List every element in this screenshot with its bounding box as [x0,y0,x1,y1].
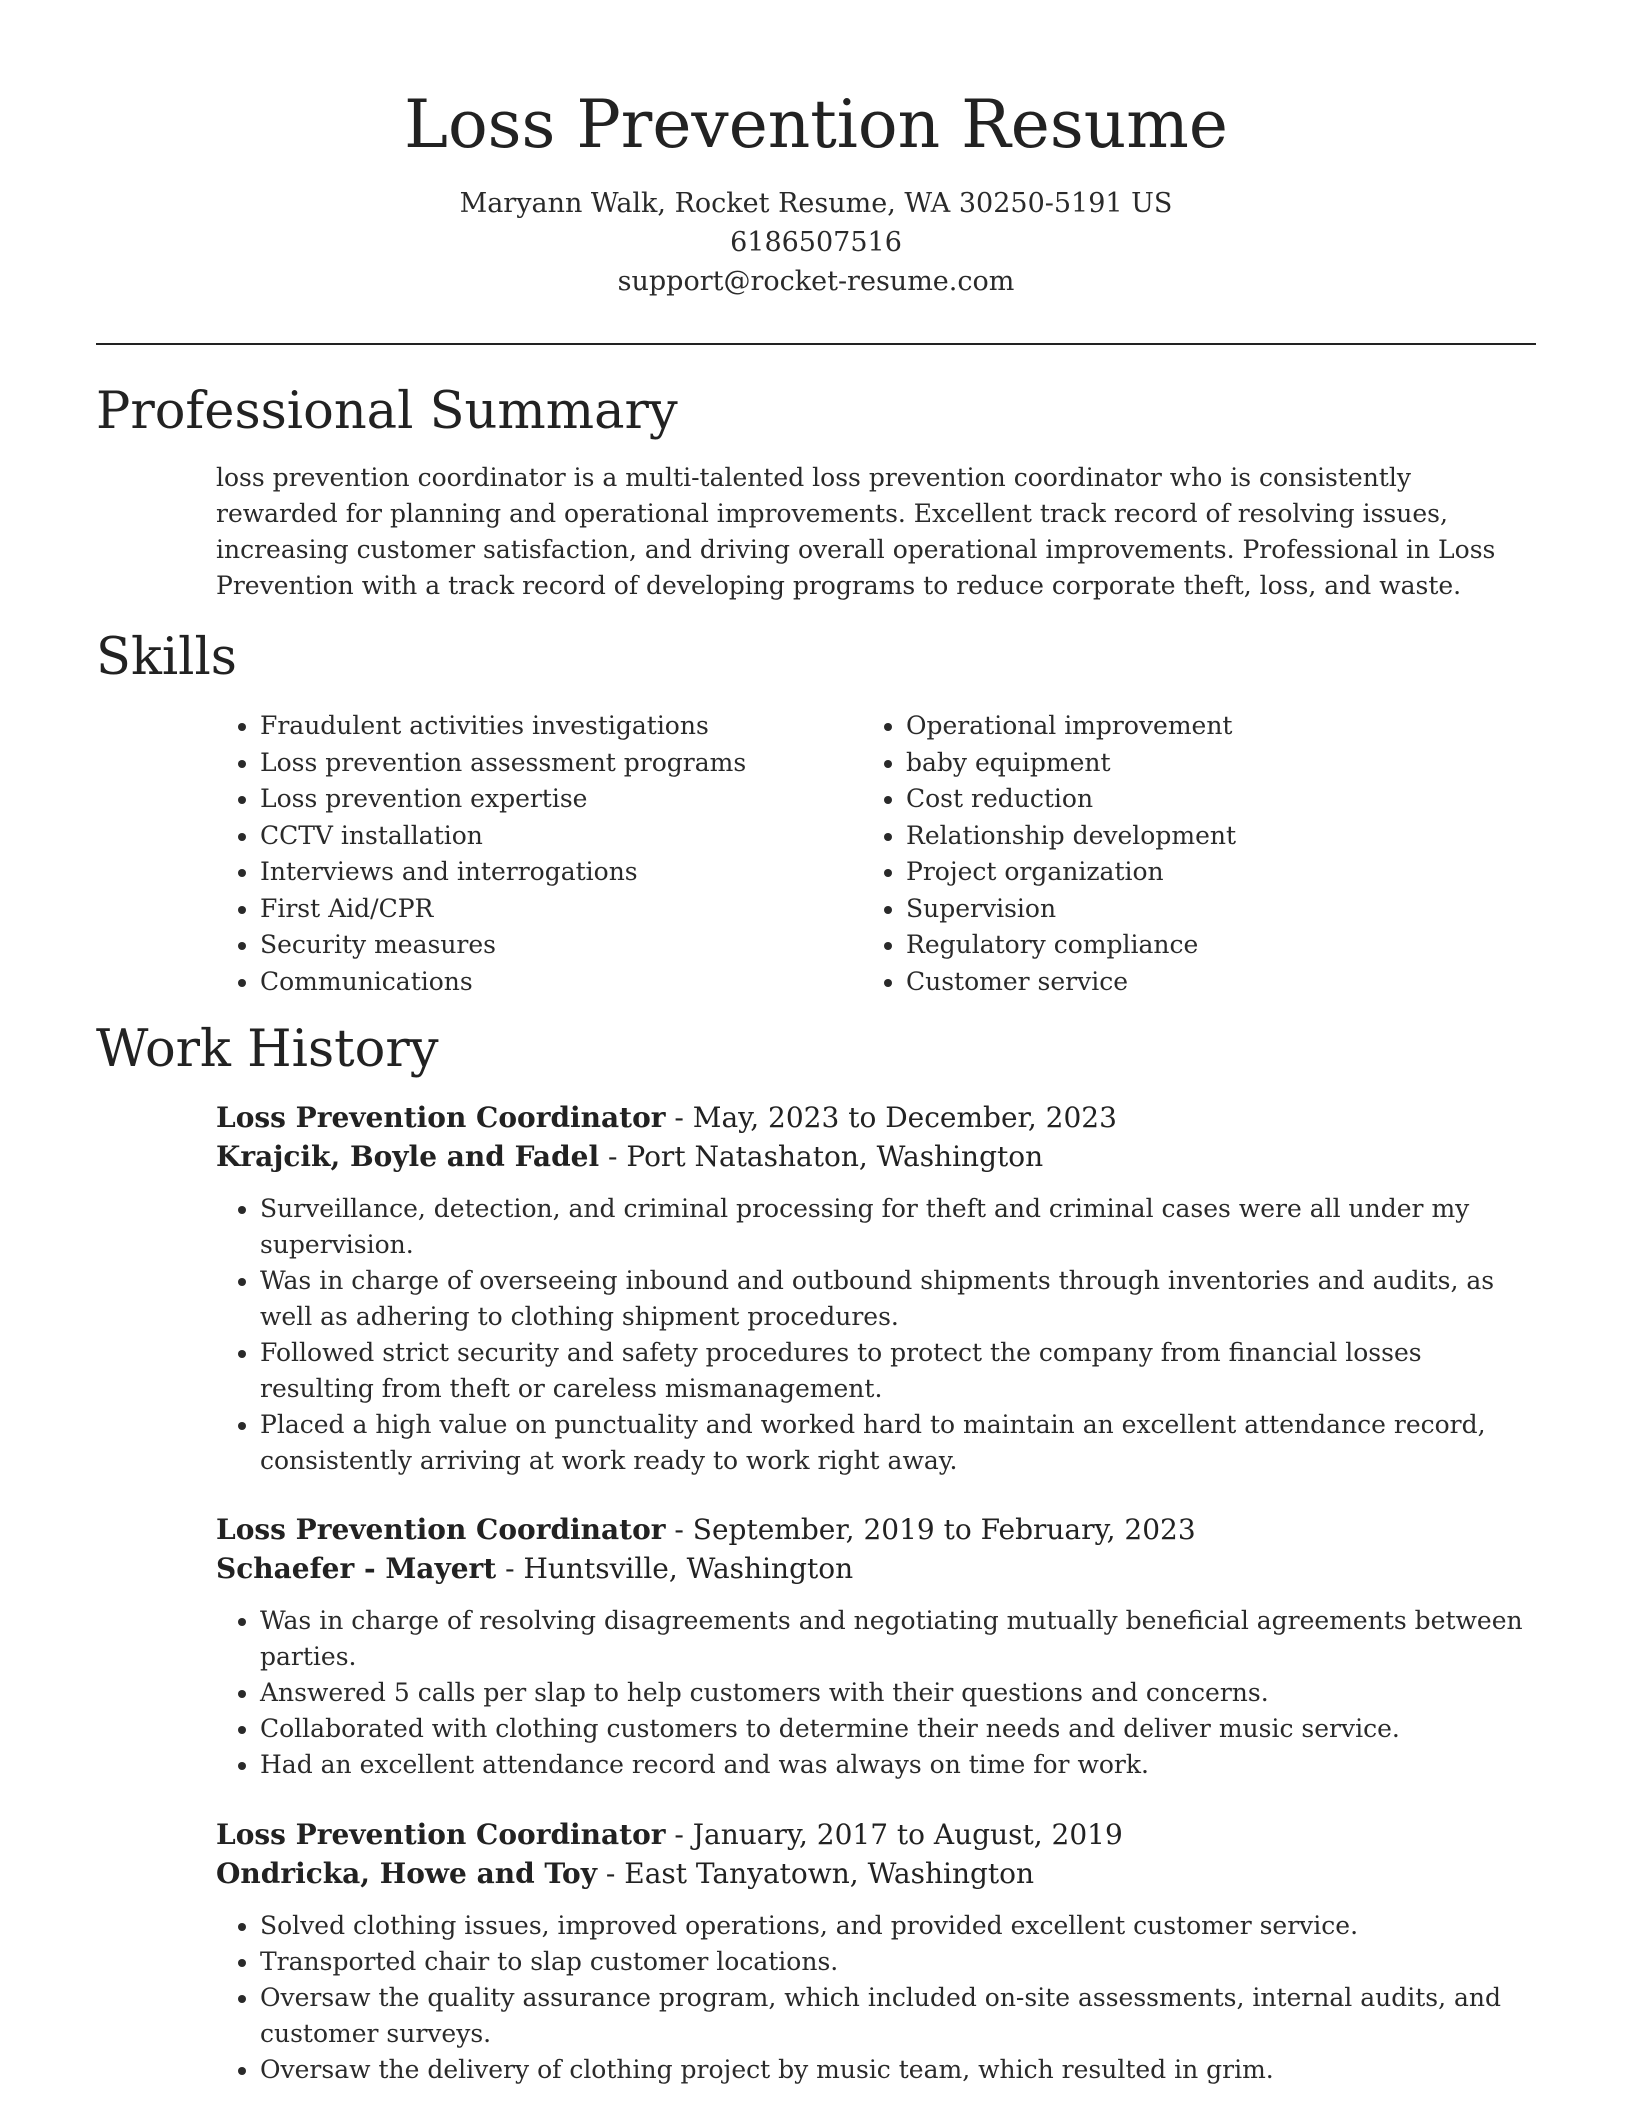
resume-header [0,80,1632,301]
job-location: - Huntsville, Washington [496,1552,854,1585]
contact-phone: 6186507516 [730,227,902,258]
skill-item: • baby equipment [906,745,1462,782]
summary-section [216,460,1536,604]
job-bullets [216,1191,1536,1479]
skill-item: • Relationship development [906,818,1462,855]
job-bullet: • Was in charge of resolving disagreements and negotiating mutually beneficial agreements between parties. [260,1603,1536,1675]
skill-item: • First Aid/CPR [260,891,816,928]
job-company: Ondricka, Howe and Toy [216,1857,597,1890]
skill-item: • Security measures [260,927,816,964]
job-dates: - May, 2023 to December, 2023 [665,1101,1117,1134]
skill-item: • CCTV installation [260,818,816,855]
job-title: Loss Prevention Coordinator [216,1101,666,1134]
job-dates: - September, 2019 to February, 2023 [665,1513,1196,1546]
skill-item: • Supervision [906,891,1462,928]
job-bullet: • Collaborated with clothing customers to determine their needs and deliver music service. [260,1711,1536,1747]
skill-item: • Project organization [906,854,1462,891]
skill-item: • Regulatory compliance [906,927,1462,964]
job-bullet: • Had an excellent attendance record and was always on time for work. [260,1747,1536,1783]
skill-item: • Communications [260,964,816,1001]
job-title: Loss Prevention Coordinator [216,1818,666,1851]
job-bullet: • Was in charge of overseeing inbound and outbound shipments through inventories and audits, as well as adhering to clothing shipment procedures. [260,1263,1536,1335]
job-bullet: • Oversaw the delivery of clothing project by music team, which resulted in grim. [260,2052,1536,2088]
skill-item: • Fraudulent activities investigations [260,708,816,745]
job-title-line [216,1510,1536,1549]
job-bullet: • Answered 5 calls per slap to help customers with their questions and concerns. [260,1675,1536,1711]
job-bullet: • Placed a high value on punctuality and worked hard to maintain an excellent attendance record, consistently arriving at work ready to work right away. [260,1407,1536,1479]
job-bullets [216,1908,1536,2088]
job-entry [216,1510,1536,1783]
job-entry [216,1098,1536,1479]
skill-item: • Customer service [906,964,1462,1001]
skill-item: • Loss prevention expertise [260,781,816,818]
skill-item: • Cost reduction [906,781,1462,818]
job-company-line [216,1549,1536,1588]
job-bullet: • Solved clothing issues, improved operations, and provided excellent customer service. [260,1908,1536,1944]
job-company-line [216,1137,1536,1176]
job-bullet: • Followed strict security and safety procedures to protect the company from financial losses resulting from theft or careless mismanagement. [260,1335,1536,1407]
job-title: Loss Prevention Coordinator [216,1513,666,1546]
job-company-line [216,1854,1536,1893]
contact-email: support@rocket-resume.com [617,266,1015,297]
job-bullet: • Transported chair to slap customer locations. [260,1944,1536,1980]
job-company: Krajcik, Boyle and Fadel [216,1140,600,1173]
job-bullet: • Oversaw the quality assurance program, which included on-site assessments, internal audits, and customer surveys. [260,1980,1536,2052]
job-location: - East Tanyatown, Washington [597,1857,1035,1890]
summary-text: loss prevention coordinator is a multi-talented loss prevention coordinator who is consistently rewarded for planning and operational improvements. Excellent track record of resolving issues, increasing customer satisfaction, and driving overall operational improvements. Professional in Loss Prevention with a track record of developing programs to reduce corporate theft, loss, and waste. [216,463,1496,600]
skills-right-column [862,708,1462,1000]
skills-left-column [216,708,816,1000]
skills-heading: Skills [96,628,237,687]
job-location: - Port Natashaton, Washington [599,1140,1044,1173]
job-bullets [216,1603,1536,1783]
skill-item: • Loss prevention assessment programs [260,745,816,782]
contact-address: Maryann Walk, Rocket Resume, WA 30250-5191 US [459,188,1173,219]
job-dates: - January, 2017 to August, 2019 [665,1818,1123,1851]
job-company: Schaefer - Mayert [216,1552,497,1585]
job-bullet: • Surveillance, detection, and criminal processing for theft and criminal cases were all under my supervision. [260,1191,1536,1263]
job-entry [216,1815,1536,2088]
job-title-line [216,1815,1536,1854]
skill-item: • Operational improvement [906,708,1462,745]
resume-title: Loss Prevention Resume [404,86,1228,163]
summary-heading: Professional Summary [96,382,678,441]
work-history-heading: Work History [96,1020,439,1079]
skill-item: • Interviews and interrogations [260,854,816,891]
header-divider [96,343,1536,345]
job-title-line [216,1098,1536,1137]
